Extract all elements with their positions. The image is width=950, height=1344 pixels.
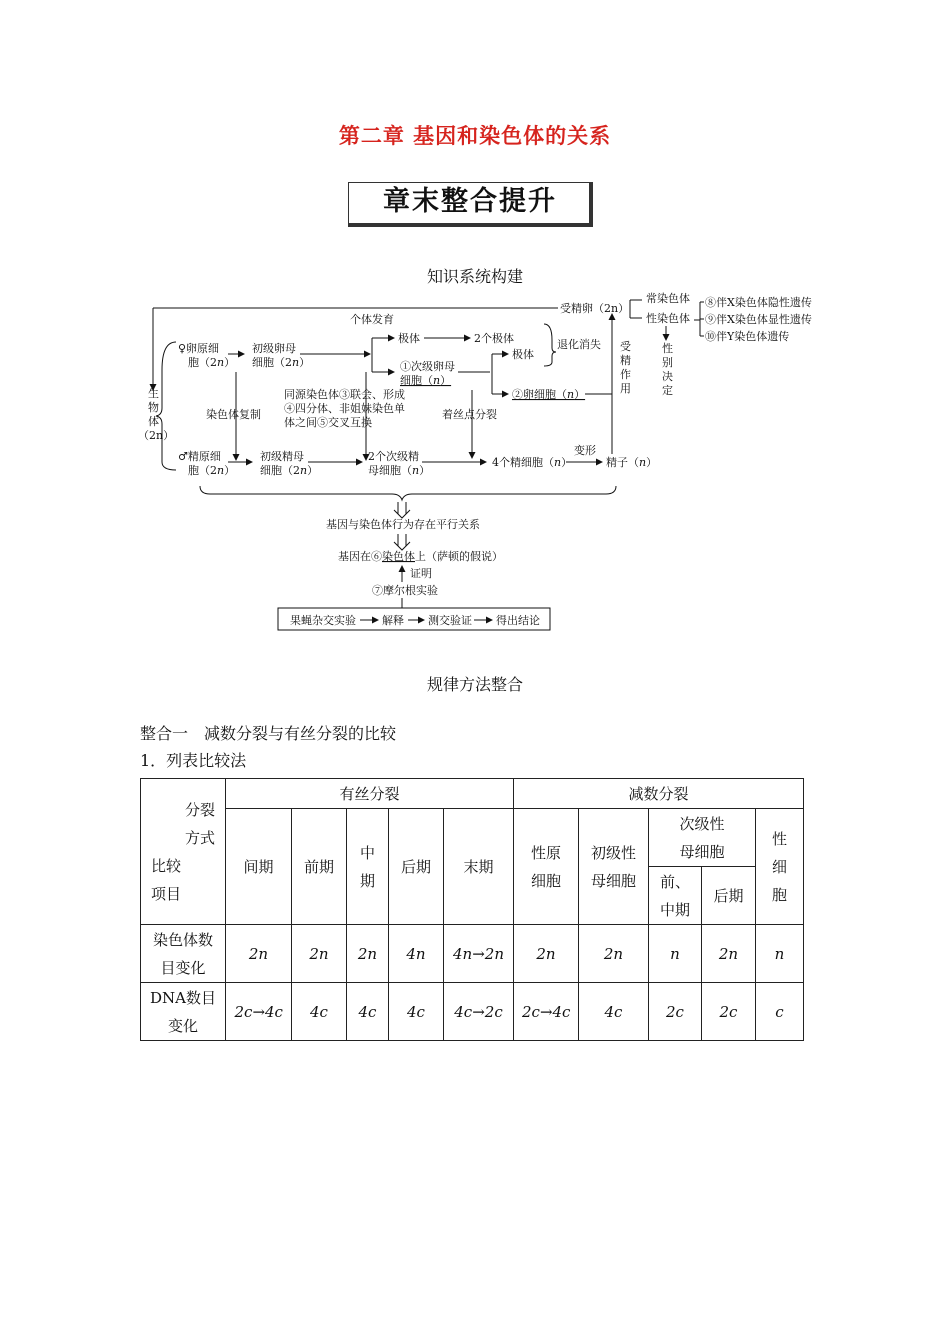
- mitosis-header: 有丝分裂: [226, 779, 514, 809]
- cell: 4c: [389, 983, 444, 1041]
- primary-oocyte-b: 细胞（2n）: [252, 356, 311, 369]
- section-knowledge: 知识系统构建: [426, 267, 523, 286]
- phase-prophase: 前期: [292, 809, 347, 925]
- cell: 4n: [389, 925, 444, 983]
- col-gamete: 性细胞: [756, 809, 804, 925]
- autosome: 常染色体: [646, 292, 690, 305]
- cell: 2n: [514, 925, 579, 983]
- col-germ-cell: 性原细胞: [514, 809, 579, 925]
- egg-cell: ②卵细胞（n）: [512, 388, 586, 401]
- corner-header: 分裂 方式 比较 项目: [141, 779, 226, 925]
- fert-2: 精: [620, 354, 631, 367]
- organism-1: 生: [148, 387, 159, 400]
- fert-3: 作: [620, 368, 631, 381]
- sex-det-2: 别: [662, 356, 673, 369]
- female-cell-b: 胞（2n）: [188, 356, 236, 369]
- synapsis-2: ④四分体、非姐妹染色单: [284, 402, 405, 415]
- concept-map: [0, 290, 950, 635]
- primary-spermatocyte-b: 细胞（2n）: [260, 464, 319, 477]
- cell: 4c: [579, 983, 649, 1041]
- heading-integration-1: 整合一 减数分裂与有丝分裂的比较: [140, 724, 397, 743]
- cell: 4c: [292, 983, 347, 1041]
- cell: 2n: [702, 925, 756, 983]
- transform-label: 变形: [574, 444, 596, 457]
- cell: 2c: [702, 983, 756, 1041]
- col-primary: 初级性母细胞: [579, 809, 649, 925]
- section-banner: [348, 182, 602, 228]
- sperm: 精子（n）: [606, 456, 658, 469]
- sex-det-4: 定: [662, 384, 673, 397]
- fert-4: 用: [620, 382, 631, 395]
- parallel-relationship: 基因与染色体行为存在平行关系: [326, 518, 480, 531]
- cell: 2n: [347, 925, 389, 983]
- polar-body: 极体: [398, 332, 420, 345]
- centromere-split: 着丝点分裂: [442, 408, 497, 421]
- flow-step-1: 果蝇杂交实验: [290, 614, 356, 627]
- gene-on-chromosome: 基因在⑥染色体上（萨顿的假说）: [338, 550, 503, 563]
- male-cell-a: ♂精原细: [178, 450, 221, 463]
- primary-spermatocyte-a: 初级精母: [260, 450, 304, 463]
- phase-metaphase: 中期: [347, 809, 389, 925]
- flow-step-3: 测交验证: [428, 614, 472, 627]
- col-secondary: 次级性母细胞: [649, 809, 756, 867]
- x-recessive: ⑧伴X染色体隐性遗传: [705, 296, 812, 309]
- two-polar-bodies: 2个极体: [474, 332, 514, 345]
- comparison-table: [140, 778, 804, 1041]
- primary-oocyte-a: 初级卵母: [252, 342, 296, 355]
- cell: 4c: [347, 983, 389, 1041]
- organism-2: 物: [148, 401, 159, 414]
- cell: 2n: [226, 925, 292, 983]
- cell: 2n: [292, 925, 347, 983]
- morgan-experiment: ⑦摩尔根实验: [372, 584, 438, 597]
- cell: n: [649, 925, 702, 983]
- row-chromosome: [141, 925, 804, 983]
- chromosome-replication: 染色体复制: [206, 408, 261, 421]
- cell: 2n: [579, 925, 649, 983]
- cell: 4c→2c: [444, 983, 514, 1041]
- male-cell-b: 胞（2n）: [188, 464, 236, 477]
- secondary-spermatocytes-a: 2个次级精: [368, 450, 419, 463]
- synapsis-1: 同源染色体③联会、形成: [284, 388, 405, 401]
- phase-anaphase: 后期: [389, 809, 444, 925]
- fert-1: 受: [620, 340, 631, 353]
- sub-pro-metaphase: 前、中期: [649, 867, 702, 925]
- secondary-spermatocytes-b: 母细胞（n）: [368, 464, 431, 477]
- female-cell-a: ♀卵原细: [178, 342, 220, 355]
- proof-label: 证明: [410, 567, 432, 580]
- organism-3: 体: [148, 415, 159, 428]
- phase-interphase: 间期: [226, 809, 292, 925]
- sub-anaphase: 后期: [702, 867, 756, 925]
- flow-step-4: 得出结论: [496, 614, 540, 627]
- heading-list-method: 1．列表比较法: [140, 751, 247, 770]
- section-methods: 规律方法整合: [426, 675, 523, 694]
- cell: 2c→4c: [226, 983, 292, 1041]
- cell: 4n→2n: [444, 925, 514, 983]
- row-dna: [141, 983, 804, 1041]
- secondary-oocyte-a: ①次级卵母: [400, 360, 455, 373]
- zygote: 受精卵（2n）: [560, 302, 630, 315]
- secondary-oocyte-b: 细胞（n）: [400, 374, 452, 387]
- sex-det-3: 决: [662, 370, 673, 383]
- meiosis-header: 减数分裂: [514, 779, 804, 809]
- phase-telophase: 末期: [444, 809, 514, 925]
- chapter-title: 第二章 基因和染色体的关系: [338, 123, 612, 148]
- sex-chromosome: 性染色体: [646, 312, 690, 325]
- flow-step-2: 解释: [382, 614, 404, 627]
- development-label: 个体发育: [350, 313, 394, 326]
- polar-body-2: 极体: [512, 348, 534, 361]
- row-label: 染色体数目变化: [141, 925, 226, 983]
- synapsis-3: 体之间⑤交叉互换: [284, 416, 372, 429]
- y-linked: ⑩伴Y染色体遗传: [705, 330, 790, 343]
- x-dominant: ⑨伴X染色体显性遗传: [705, 313, 812, 326]
- cell: n: [756, 925, 804, 983]
- row-label: DNA数目变化: [141, 983, 226, 1041]
- four-spermatids: 4个精细胞（n）: [492, 456, 573, 469]
- cell: 2c: [649, 983, 702, 1041]
- degenerate: 退化消失: [557, 338, 601, 351]
- organism-4: （2n）: [138, 429, 175, 442]
- cell: c: [756, 983, 804, 1041]
- cell: 2c→4c: [514, 983, 579, 1041]
- banner-text: 章末整合提升: [383, 186, 557, 217]
- sex-det-1: 性: [662, 342, 673, 355]
